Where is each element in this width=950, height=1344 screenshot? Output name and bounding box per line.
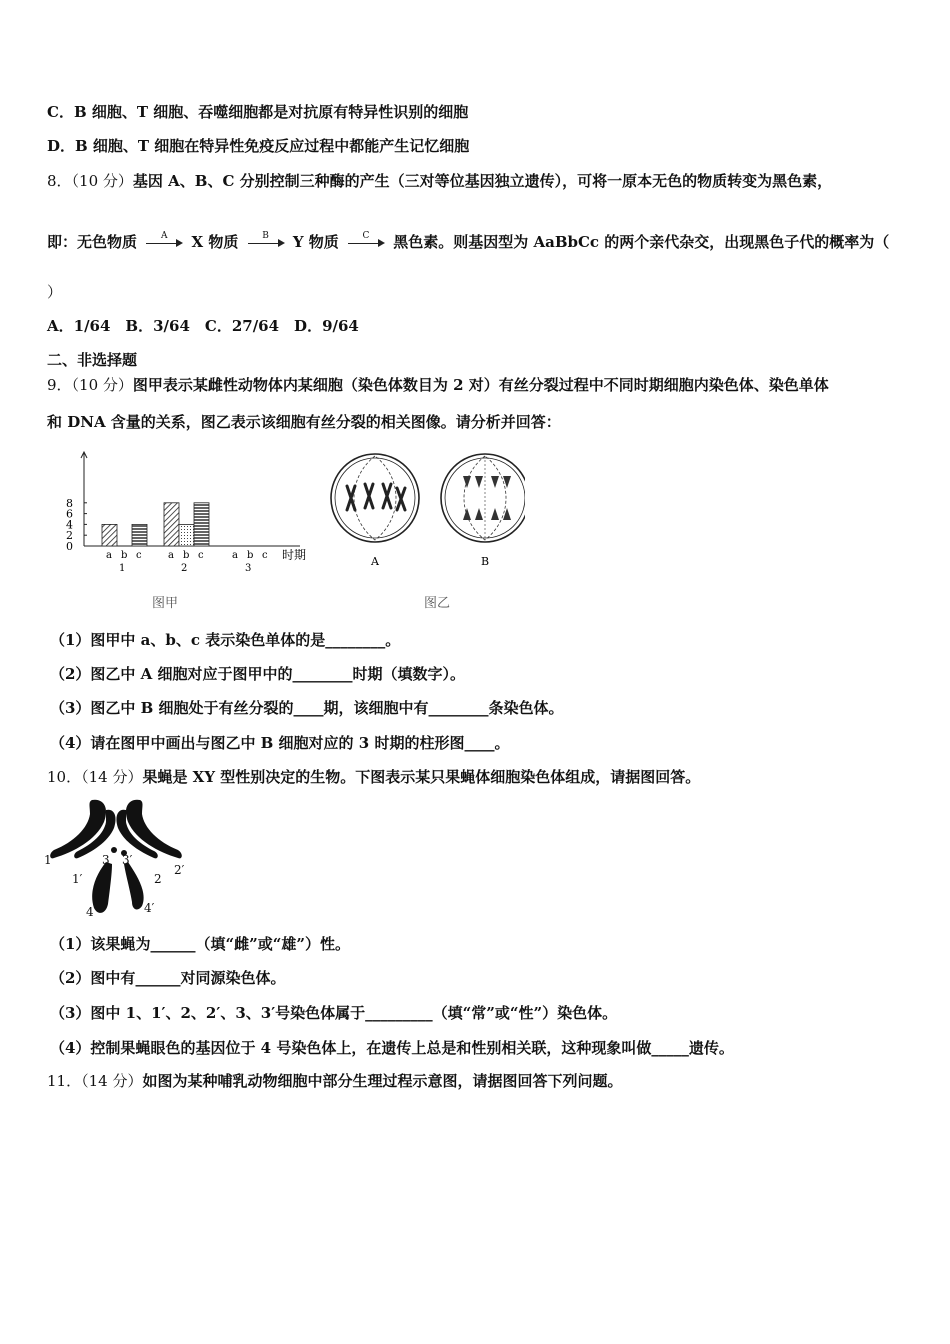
x-axis-label: 时期 [282, 548, 307, 562]
figure-yi-caption: 图乙 [424, 596, 451, 611]
category-label: 3 [245, 563, 252, 574]
section-heading: 二、非选择题 [47, 351, 138, 369]
option-d: D．B 细胞、T 细胞在特异性免疫反应过程中都能产生记忆细胞 [47, 137, 470, 155]
pathway-end: 黑色素。则基因型为 AaBbCc 的两个亲代杂交，出现黑色子代的概率为（ [393, 233, 890, 251]
y-substance: Y 物质 [292, 233, 339, 251]
chromosome-label-3: 3 [102, 853, 110, 867]
bar-a-2 [164, 503, 179, 546]
chromosome-figure [44, 796, 194, 921]
chart-jia [60, 450, 320, 575]
arrow-a-icon [144, 233, 184, 253]
q8-pathway [47, 232, 889, 253]
cell-a [331, 454, 419, 542]
chromosome-label-4: 4 [86, 905, 94, 919]
bar-label: c [262, 550, 268, 561]
chromosome-label-2p: 2′ [174, 863, 185, 877]
bar-label: b [183, 550, 190, 561]
bar-label: a [168, 550, 174, 561]
chromosome-label-3p: 3′ [122, 853, 133, 867]
y-tick-label: 8 [66, 496, 73, 510]
bar-b-2 [179, 524, 194, 546]
arrow-a-label: A [161, 231, 168, 241]
chromosome-label-4p: 4′ [144, 901, 155, 915]
q10-score: （14 分） [81, 768, 143, 786]
category-label: 2 [181, 563, 188, 574]
q11-stem [47, 1071, 622, 1091]
pathway-start: 即：无色物质 [47, 233, 138, 251]
arrow-b-icon [246, 233, 286, 253]
cell-b [441, 454, 525, 542]
q8-close: ） [47, 283, 63, 301]
bar-label: b [247, 550, 254, 561]
q11-score: （14 分） [81, 1072, 143, 1090]
option-c: C．B 细胞、T 细胞、吞噬细胞都是对抗原有特异性识别的细胞 [47, 103, 469, 121]
q11-text: 如图为某种哺乳动物细胞中部分生理过程示意图，请据图回答下列问题。 [142, 1072, 623, 1090]
q10-text: 果蝇是 XY 型性别决定的生物。下图表示某只果蝇体细胞染色体组成，请据图回答。 [142, 768, 701, 786]
y-tick-label: 2 [66, 529, 73, 543]
y-tick-label: 4 [66, 518, 73, 532]
chromosome-label-1p: 1′ [72, 872, 83, 886]
cell-a-label: A [371, 555, 379, 568]
q10-sub-2: （2）图中有______对同源染色体。 [50, 969, 286, 987]
q9-sub-3: （3）图乙中 B 细胞处于有丝分裂的____期，该细胞中有________条染色体。 [50, 699, 564, 717]
arrow-c-label: C [362, 231, 370, 241]
q8-stem [47, 171, 832, 191]
q9-number: 9． [47, 376, 72, 394]
q9-sub-2: （2）图乙中 A 细胞对应于图甲中的________时期（填数字）。 [50, 665, 466, 683]
figure-yi-cells [325, 448, 525, 573]
q10-stem [47, 767, 700, 787]
bar-label: a [232, 550, 238, 561]
q10-sub-1: （1）该果蝇为______（填“雌”或“雄”）性。 [50, 935, 350, 953]
figure-jia-caption: 图甲 [152, 596, 179, 611]
q10-sub-4: （4）控制果蝇眼色的基因位于 4 号染色体上，在遗传上总是和性别相关联，这种现象叫做_____遗传。 [50, 1039, 734, 1057]
arrow-c-icon [346, 233, 386, 253]
q9-score: （10 分） [71, 376, 133, 394]
q8-number: 8． [47, 172, 72, 190]
chromosome-label-2: 2 [154, 872, 162, 886]
bar-c-1 [132, 524, 147, 546]
q9-text-1: 图甲表示某雌性动物体内某细胞（染色体数目为 2 对）有丝分裂过程中不同时期细胞内染色体、染色单体 [132, 376, 829, 394]
bar-a-1 [102, 524, 117, 546]
bar-c-2 [194, 503, 209, 546]
y-tick-label: 6 [66, 507, 73, 521]
q9-stem-1 [47, 375, 829, 395]
q10-sub-3: （3）图中 1、1′、2、2′、3、3′号染色体属于_________（填“常”或“性”）染色体。 [50, 1004, 618, 1022]
bar-label: c [136, 550, 142, 561]
y-tick-label: 0 [66, 540, 73, 553]
bar-label: b [121, 550, 128, 561]
category-label: 1 [119, 563, 126, 574]
x-substance: X 物质 [191, 233, 239, 251]
q9-sub-1: （1）图甲中 a、b、c 表示染色单体的是________。 [50, 631, 401, 649]
bar-label: a [106, 550, 112, 561]
cell-b-label: B [481, 555, 490, 568]
q9-sub-4: （4）请在图甲中画出与图乙中 B 细胞对应的 3 时期的柱形图____。 [50, 734, 510, 752]
arrow-b-label: B [262, 231, 269, 241]
chromosome-label-1: 1 [44, 853, 52, 867]
bar-label: c [198, 550, 204, 561]
q11-number: 11． [47, 1072, 82, 1090]
q10-number: 10． [47, 768, 82, 786]
q8-options: A．1/64 B．3/64 C．27/64 D．9/64 [47, 317, 359, 335]
q8-score: （10 分） [71, 172, 133, 190]
q9-stem-2: 和 DNA 含量的关系，图乙表示该细胞有丝分裂的相关图像。请分析并回答： [47, 413, 561, 431]
q8-text: 基因 A、B、C 分别控制三种酶的产生（三对等位基因独立遗传），可将一原本无色的物质转变为黑色素， [132, 172, 833, 190]
